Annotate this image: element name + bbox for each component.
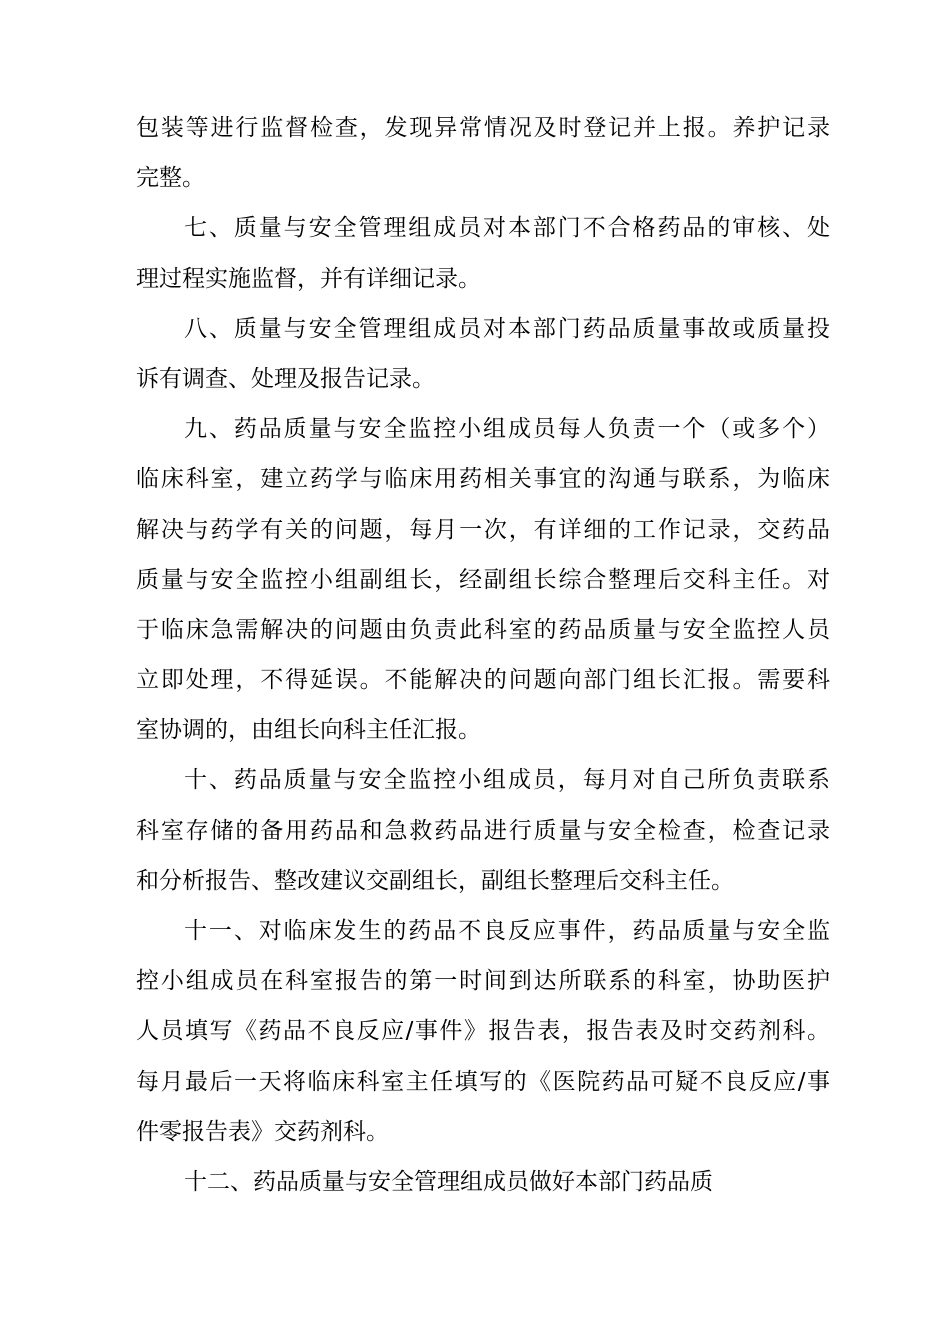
text-line: 临床科室，建立药学与临床用药相关事宜的沟通与联系，为临床 [136, 466, 830, 493]
document-body [136, 103, 830, 1207]
text-line: 人员填写《药品不良反应/事件》报告表，报告表及时交药剂科。 [136, 1018, 830, 1045]
text-line: 和分析报告、整改建议交副组长，副组长整理后交科主任。 [136, 867, 734, 894]
paragraph-6-continued [136, 103, 830, 203]
text-line: 七、质量与安全管理组成员对本部门不合格药品的审核、处 [184, 215, 830, 242]
paragraph-9 [136, 404, 830, 755]
text-line: 九、药品质量与安全监控小组成员每人负责一个（或多个） [184, 416, 830, 443]
text-line: 于临床急需解决的问题由负责此科室的药品质量与安全监控人员 [136, 616, 830, 643]
text-line: 诉有调查、处理及报告记录。 [136, 365, 435, 392]
text-line: 质量与安全监控小组副组长，经副组长综合整理后交科主任。对 [136, 566, 830, 593]
text-line: 室协调的，由组长向科主任汇报。 [136, 717, 481, 744]
text-line: 件零报告表》交药剂科。 [136, 1118, 389, 1145]
text-line: 理过程实施监督，并有详细记录。 [136, 265, 481, 292]
text-line: 科室存储的备用药品和急救药品进行质量与安全检查，检查记录 [136, 817, 830, 844]
text-line: 解决与药学有关的问题，每月一次，有详细的工作记录，交药品 [136, 516, 830, 543]
text-line: 完整。 [136, 165, 205, 192]
text-line: 八、质量与安全管理组成员对本部门药品质量事故或质量投 [184, 315, 830, 342]
text-line: 包装等进行监督检查，发现异常情况及时登记并上报。养护记录 [136, 115, 830, 141]
paragraph-12 [136, 1157, 830, 1207]
text-line: 十二、药品质量与安全管理组成员做好本部门药品质 [184, 1168, 713, 1195]
text-line: 立即处理，不得延误。不能解决的问题向部门组长汇报。需要科 [136, 667, 830, 694]
text-line: 每月最后一天将临床科室主任填写的《医院药品可疑不良反应/事 [136, 1068, 830, 1095]
text-line: 控小组成员在科室报告的第一时间到达所联系的科室，协助医护 [136, 968, 830, 995]
paragraph-8 [136, 304, 830, 404]
text-line: 十、药品质量与安全监控小组成员，每月对自己所负责联系 [184, 767, 830, 794]
text-line: 十一、对临床发生的药品不良反应事件，药品质量与安全监 [184, 918, 830, 944]
paragraph-10 [136, 755, 830, 906]
paragraph-7 [136, 203, 830, 303]
paragraph-11 [136, 906, 830, 1157]
